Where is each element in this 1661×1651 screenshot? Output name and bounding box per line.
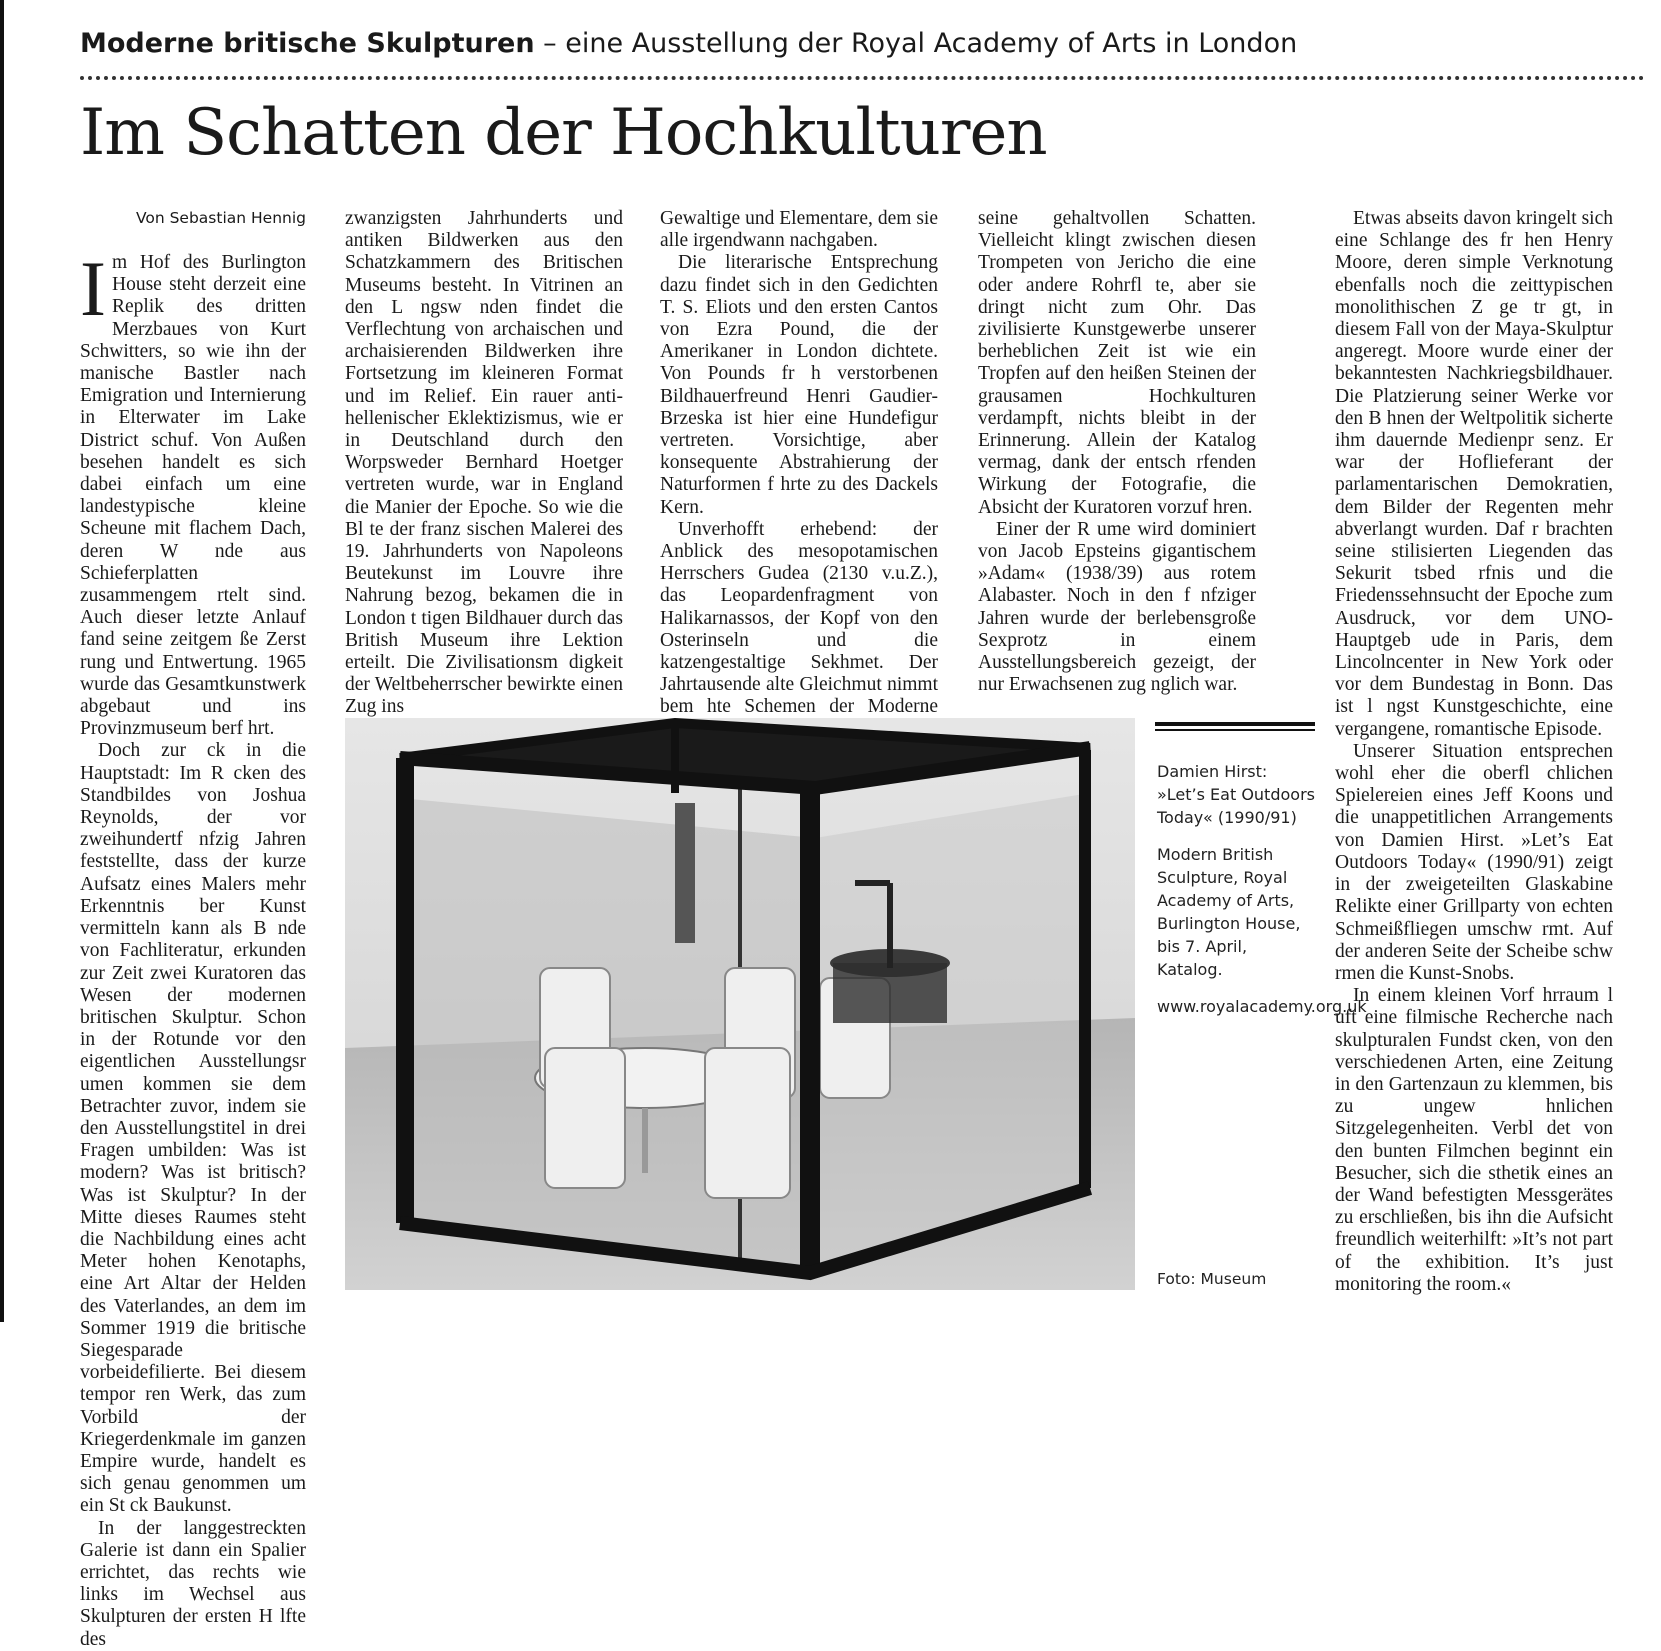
article-column-4 [978,208,1256,696]
glass-cabinet-illustration [345,718,1135,1290]
hanging-device [675,803,695,943]
paragraph: Etwas abseits davon kringelt sich eine Schlange des fr hen Henry Moore, deren simple Verknotung ebenfalls noch die zeittypischen monolithischen Z ge tr gt, in diesem Fall von der Maya-Skulptur angeregt. Moore wurde einer der bekanntesten Nachkriegsbildhauer. Die Platzierung seiner Werke vor den B hnen der Weltpolitik sicherte ihm dauernde Medienpr senz. Er war der Hoflieferant der parlamentarischen Demokratien, dem Bilder der Regenten mehr abverlangt wurden. Daf r brachten seine stilisierten Liegenden das Sekurit tsbed rfnis und die Friedenssehnsucht der Epoche zum Ausdruck, vor dem UNO-Hauptgeb ude in Paris, dem Lincolncenter in New York oder vor dem Bundestag in Bonn. Das ist l ngst Kunstgeschichte, eine vergangene, romantische Episode. [1335,208,1613,740]
photo-caption [1157,760,1367,1032]
drop-cap: I [80,245,106,332]
article-column-3 [660,208,938,741]
paragraph: Unverhofft erhebend: der Anblick des mesopotamischen Herrschers Gudea (2130 v.u.Z.), das Leopardenfragment von Halikarnassos, der Kopf von den Osterinseln und die katzengestaltige Sekhmet. Der Jahrtausende alte Gleichmut nimmt bem hte Schemen der Moderne [660,518,938,718]
headline: Im Schatten der Hochkulturen [80,96,1047,170]
paragraph: In der langgestreckten Galerie ist dann ein Spalier errichtet, das rechts wie links im Wechsel aus Skulpturen der ersten H lfte des [80,1517,306,1650]
kicker [80,28,1297,59]
caption-info: Modern British Sculpture, Royal Academy of Arts, Burlington House, bis 7. April, Katalog. [1157,845,1301,979]
kicker-rest: – eine Ausstellung der Royal Academy of Arts in London [534,28,1298,59]
paragraph: Einer der R ume wird dominiert von Jacob Epsteins gigantischem »Adam« (1938/39) aus rotem Alabaster. Noch in den f nfziger Jahren wurde der berlebensgroße Sexprotz in einem Ausstellungsbereich gezeigt, der nur Erwachsenen zug nglich war. [978,518,1256,696]
paragraph: Die literarische Entsprechung dazu findet sich in den Gedichten T. S. Eliots und den ersten Cantos von Ezra Pound, die der Amerikaner in London dichtete. Von Pounds fr h verstorbenen Bildhauerfreund Henri Gaudier-Brzeska ist hier eine Hundefigur vertreten. Vorsichtige, aber konsequente Abstrahierung der Naturformen f hrte zu des Dackels Kern. [660,252,938,518]
paragraph: seine gehaltvollen Schatten. Vielleicht klingt zwischen diesen Trompeten von Jericho die eine oder andere Rohrfl te, aber sie dringt nicht zum Ohr. Das zivilisierte Kunstgewerbe unserer berheblichen Zeit ist wie ein Tropfen auf den heißen Steinen der grausamen Hochkulturen verdampft, nichts bleibt in der Erinnerung. Allein der Katalog vermag, dank der entsch rfenden Wirkung der Fotografie, die Absicht der Kuratoren vorzuf hren. [978,208,1256,518]
paragraph: zwanzigsten Jahrhunderts und antiken Bildwerken aus den Schatzkammern des Britischen Museums besteht. In Vitrinen an den L ngsw nden findet die Verflechtung von archaischen und archaisierenden Bildwerken ihre Fortsetzung im kleineren Format und im Relief. Ein rauer anti-hellenischer Eklektizismus, wie er in Deutschland durch den Worpsweder Bernhard Hoetger vertreten wurde, war in England die Manier der Epoche. So wie die Bl te der franz sischen Malerei des 19. Jahrhunderts von Napoleons Beutekunst im Louvre ihre Nahrung bezog, bekamen die in London t tigen Bildhauer durch das British Museum ihre Lektion erteilt. Die Zivilisationsm digkeit der Weltbeherrscher bewirkte einen Zug ins [345,208,623,718]
photo-credit: Foto: Museum [1157,1270,1267,1288]
page-edge-rule [0,0,4,1322]
artwork-photo [345,718,1135,1290]
paragraph: Gewaltige und Elementare, dem sie alle irgendwann nachgaben. [660,208,938,252]
paragraph: Unserer Situation entsprechen wohl eher die oberfl chlichen Spielereien eines Jeff Koons und die unappetitlichen Arrangements von Damien Hirst. »Let’s Eat Outdoors Today« (1990/91) zeigt in der zweigeteilten Glaskabine Relikte einer Grillparty von echten Schmeißfliegen umschw rmt. Auf der anderen Seite der Scheibe schw rmen die Kunst-Snobs. [1335,740,1613,984]
paragraph: In einem kleinen Vorf hrraum l uft eine filmische Recherche nach skulpturalen Fundst cken, von den verschiedenen Arten, eine Zeitung in den Gartenzaun zu klemmen, bis zu ungew hnlichen Sitzgelegenheiten. Verbl det von den bunten Filmchen beginnt ein Besucher, sich die sthetik eines an der Wand befestigten Messgerätes zu erschließen, bis ihn die Aufsicht freundlich weiterhilft: »It’s not part of the exhibition. It’s just monitoring the room.« [1335,985,1613,1295]
paragraph [80,245,306,740]
paragraph-text: m Hof des Burlington House steht derzeit eine Replik des dritten Merzbaues von Kurt Schwitters, so wie ihn der manische Bastler nach Emigration und Internierung in Elterwater im Lake District schuf. Von Außen besehen handelt es sich dabei einfach um eine landestypische kleine Scheune mit flachem Dach, deren W nde aus Schieferplatten zusammengem rtelt sind. Auch dieser letzte Anlauf fand seine zeitgem ße Zerst rung und Entwertung. 1965 wurde das Gesamtkunstwerk abgebaut und ins Provinzmuseum berf hrt. [80,252,306,740]
caption-url[interactable]: www.royalacademy.org.uk [1157,997,1367,1016]
kicker-bold: Moderne britische Skulpturen [80,28,535,59]
paragraph: Doch zur ck in die Hauptstadt: Im R cken des Standbildes von Joshua Reynolds, der vor zweihundertf nfzig Jahren feststellte, dass der kurze Aufsatz eines Malers mehr Erkenntnis ber Kunst vermitteln kann als B nde von Fachliteratur, erkunden zur Zeit zwei Kuratoren das Wesen der modernen britischen Skulptur. Schon in der Rotunde vor den eigentlichen Ausstellungsr umen kommen sie dem Betrachter zuvor, indem sie den Ausstellungstitel in drei Fragen umbilden: Was ist modern? Was ist britisch? Was ist Skulptur? In der Mitte dieses Raumes steht die Nachbildung eines acht Meter hohen Kenotaphs, eine Art Altar der Helden des Vaterlandes, an dem im Sommer 1919 die britische Siegesparade vorbeidefilierte. Bei diesem tempor ren Werk, das zum Vorbild der Kriegerdenkmale im ganzen Empire wurde, handelt es sich genau genommen um ein St ck Baukunst. [80,740,306,1517]
byline: Von Sebastian Hennig [135,209,306,227]
dotted-divider [80,76,1645,80]
article-column-5 [1335,208,1613,1296]
article-column-2 [345,208,623,719]
caption-title: Damien Hirst: »Let’s Eat Outdoors Today« (1990/91) [1157,762,1315,827]
caption-rule [1155,722,1315,731]
article-column-1 [80,208,306,1651]
